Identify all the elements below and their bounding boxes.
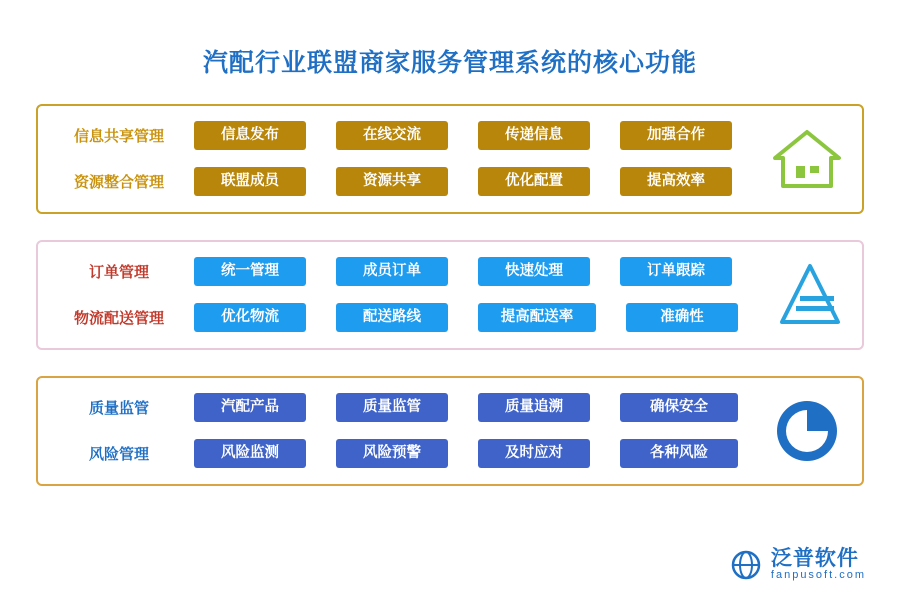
section-information-sharing bbox=[36, 104, 864, 214]
chip[interactable]: 质量监管 bbox=[336, 393, 448, 422]
chip[interactable]: 质量追溯 bbox=[478, 393, 590, 422]
chip[interactable]: 优化物流 bbox=[194, 303, 306, 332]
chip[interactable]: 资源共享 bbox=[336, 167, 448, 196]
document-stack-icon bbox=[770, 258, 844, 332]
section-row bbox=[38, 159, 862, 205]
chip-group bbox=[194, 439, 864, 468]
chip[interactable]: 确保安全 bbox=[620, 393, 738, 422]
brand-text bbox=[771, 548, 866, 582]
pie-chart-icon bbox=[770, 394, 844, 468]
chip-group bbox=[194, 121, 862, 150]
section-row bbox=[38, 295, 862, 341]
globe-icon bbox=[729, 548, 763, 582]
section-row bbox=[38, 113, 862, 159]
chip[interactable]: 统一管理 bbox=[194, 257, 306, 286]
row-label: 订单管理 bbox=[88, 264, 149, 281]
row-label: 质量监管 bbox=[88, 400, 149, 417]
chip-group bbox=[194, 257, 862, 286]
chip[interactable]: 各种风险 bbox=[620, 439, 738, 468]
page-title: 汽配行业联盟商家服务管理系统的核心功能 bbox=[202, 49, 697, 77]
chip[interactable]: 提高配送率 bbox=[478, 303, 596, 332]
row-label: 信息共享管理 bbox=[73, 128, 164, 145]
chip[interactable]: 准确性 bbox=[626, 303, 738, 332]
row-label: 物流配送管理 bbox=[73, 310, 164, 327]
brand-name-cn: 泛普软件 bbox=[770, 547, 859, 571]
chip[interactable]: 风险预警 bbox=[336, 439, 448, 468]
chip[interactable]: 在线交流 bbox=[336, 121, 448, 150]
chip[interactable]: 风险监测 bbox=[194, 439, 306, 468]
row-label: 风险管理 bbox=[88, 446, 149, 463]
chip-group bbox=[194, 167, 862, 196]
sections-container bbox=[0, 104, 900, 486]
section-quality-risk bbox=[36, 376, 864, 486]
house-icon bbox=[770, 122, 844, 196]
brand-name-en: fanpusoft.com bbox=[770, 569, 866, 582]
brand-logo bbox=[729, 548, 866, 582]
chip[interactable]: 优化配置 bbox=[478, 167, 590, 196]
chip[interactable]: 加强合作 bbox=[620, 121, 732, 150]
section-row bbox=[38, 431, 862, 477]
chip-group bbox=[194, 393, 864, 422]
chip[interactable]: 信息发布 bbox=[194, 121, 306, 150]
chip[interactable]: 配送路线 bbox=[336, 303, 448, 332]
chip[interactable]: 传递信息 bbox=[478, 121, 590, 150]
chip-group bbox=[194, 303, 864, 332]
section-row bbox=[38, 385, 862, 431]
row-label: 资源整合管理 bbox=[73, 174, 164, 191]
chip[interactable]: 汽配产品 bbox=[194, 393, 306, 422]
chip[interactable]: 快速处理 bbox=[478, 257, 590, 286]
section-order-logistics bbox=[36, 240, 864, 350]
section-row bbox=[38, 249, 862, 295]
chip[interactable]: 联盟成员 bbox=[194, 167, 306, 196]
chip[interactable]: 及时应对 bbox=[478, 439, 590, 468]
chip[interactable]: 订单跟踪 bbox=[620, 257, 732, 286]
chip[interactable]: 成员订单 bbox=[336, 257, 448, 286]
chip[interactable]: 提高效率 bbox=[620, 167, 732, 196]
